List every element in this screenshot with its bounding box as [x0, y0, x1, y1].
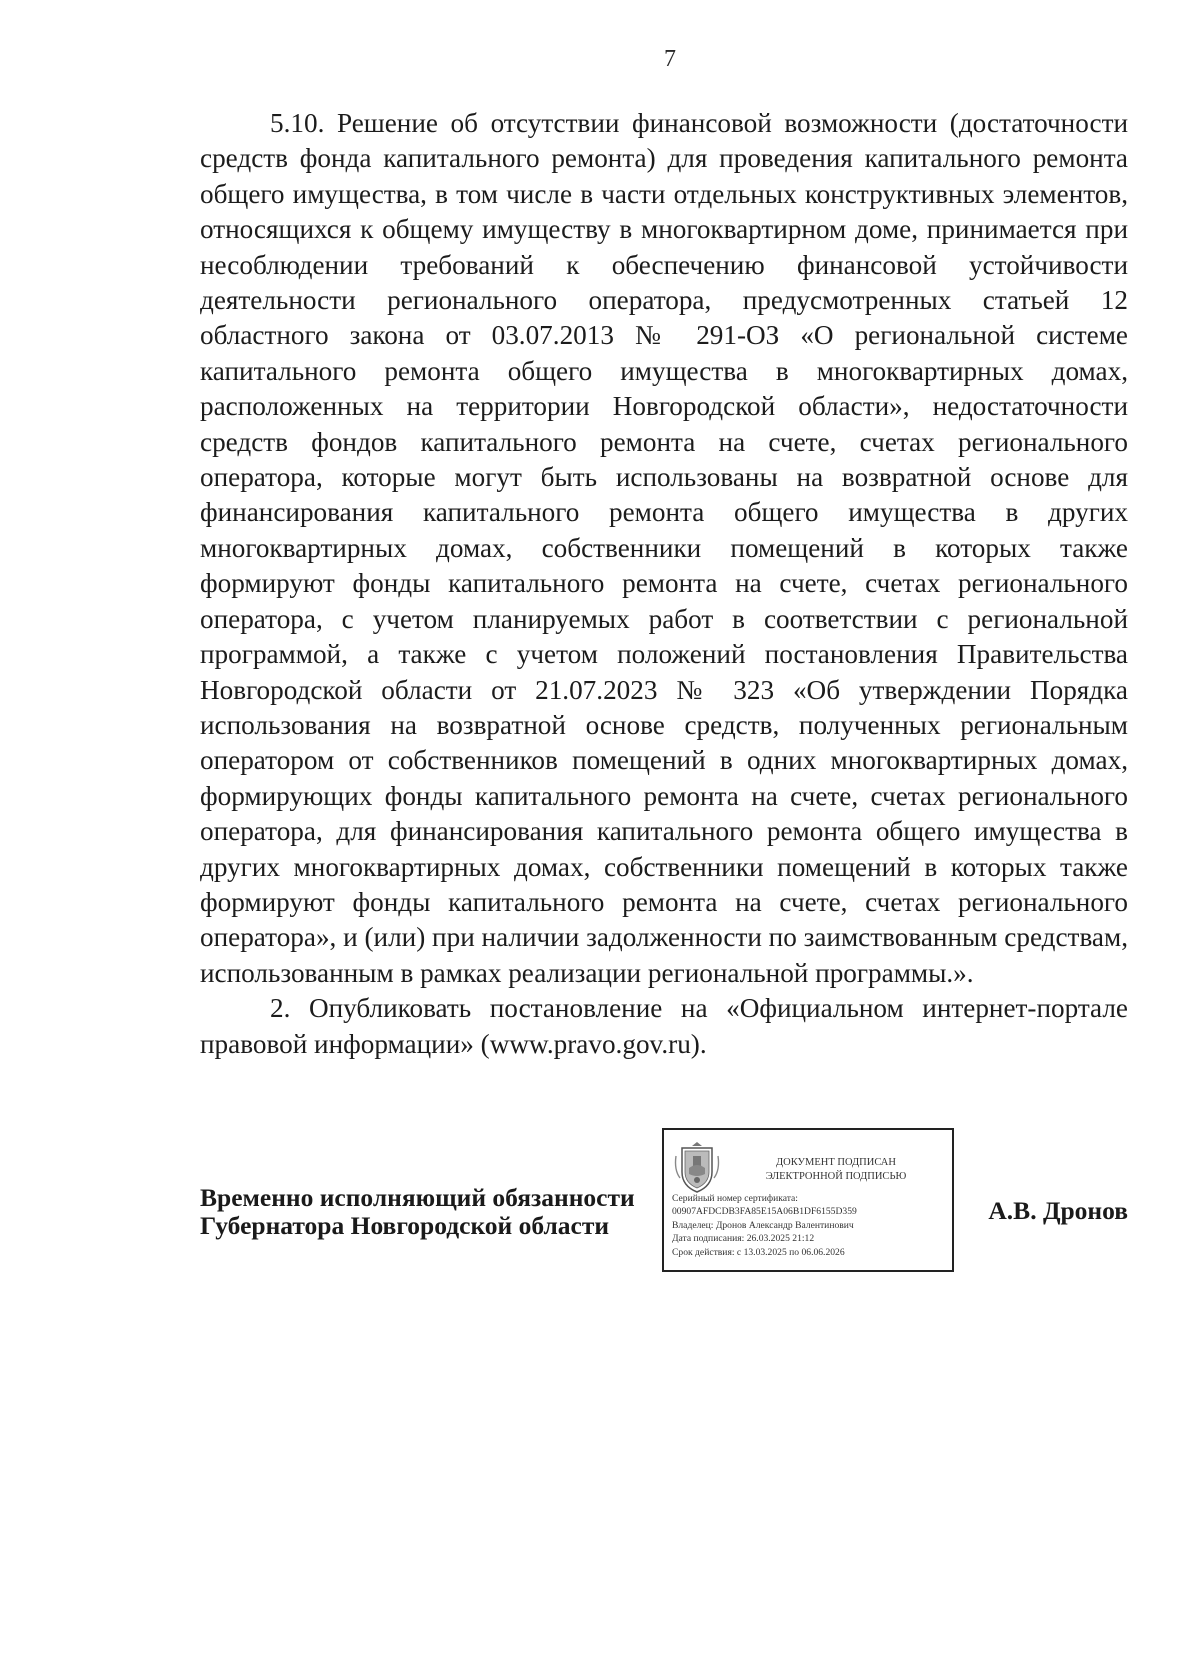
signing-date: Дата подписания: 26.03.2025 21:12: [672, 1233, 815, 1245]
certificate-serial-value: 00907AFDCDB3FA85E15A06B1DF6155D359: [672, 1206, 857, 1218]
document-body: [200, 106, 1128, 1062]
certificate-serial-label: Серийный номер сертификата:: [672, 1193, 798, 1204]
signer-name: А.В. Дронов: [988, 1196, 1128, 1225]
certificate-owner: Владелец: Дронов Александр Валентинович: [672, 1219, 854, 1231]
paragraph-2-publish: 2. Опубликовать постановление на «Официальном интернет-портале правовой информации» (www.pravo.gov.ru).: [200, 993, 1128, 1059]
signature-block: [200, 1128, 1128, 1278]
coat-of-arms-icon: [672, 1142, 722, 1194]
paragraph-5-10: 5.10. Решение об отсутствии финансовой возможности (достаточности средств фонда капитального ремонта) для проведения капитального ремонта общего имущества, в том числе в части отдельных конструктивных элементов, относящихся к общему имуществу в многоквартирном доме, принимается при несоблюдении требований к обеспечению финансовой устойчивости деятельности регионального оператора, предусмотренных статьей 12 областного закона от 03.07.2013 № 291-ОЗ «О региональной системе капитального ремонта общего имущества в многоквартирных домах, расположенных на территории Новгородской области», недостаточности средств фондов капитального ремонта на счете, счетах регионального оператора, которые могут быть использованы на возвратной основе для финансирования капитального ремонта общего имущества в других многоквартирных домах, собственники помещений в которых также формируют фонды капитального ремонта на счете, счетах регионального оператора, с учетом планируемых работ в соответствии с региональной программой, а также с учетом положений постановления Правительства Новгородской области от 21.07.2023 № 323 «Об утверждении Порядка использования на возвратной основе средств, полученных региональным оператором от собственников помещений в одних многоквартирных домах, формирующих фонды капитального ремонта на счете, счетах регионального оператора, для финансирования капитального ремонта общего имущества в других многоквартирных домах, собственники помещений в которых также формируют фонды капитального ремонта на счете, счетах регионального оператора», и (или) при наличии задолженности по заимствованным средствам, использованным в рамках реализации региональной программы.».: [200, 108, 1128, 988]
stamp-header: [724, 1156, 948, 1184]
certificate-validity: Срок действия: с 13.03.2025 по 06.06.2026: [672, 1246, 845, 1258]
signer-title-line-1: Временно исполняющий обязанности: [200, 1183, 635, 1212]
page-number: 7: [664, 46, 676, 72]
electronic-signature-stamp: [662, 1128, 954, 1272]
signer-title: [200, 1184, 635, 1240]
stamp-header-line-2: ЭЛЕКТРОННОЙ ПОДПИСЬЮ: [765, 1171, 907, 1182]
stamp-header-line-1: ДОКУМЕНТ ПОДПИСАН: [776, 1157, 896, 1168]
stamp-details: [672, 1192, 948, 1259]
signer-title-line-2: Губернатора Новгородской области: [200, 1211, 610, 1240]
